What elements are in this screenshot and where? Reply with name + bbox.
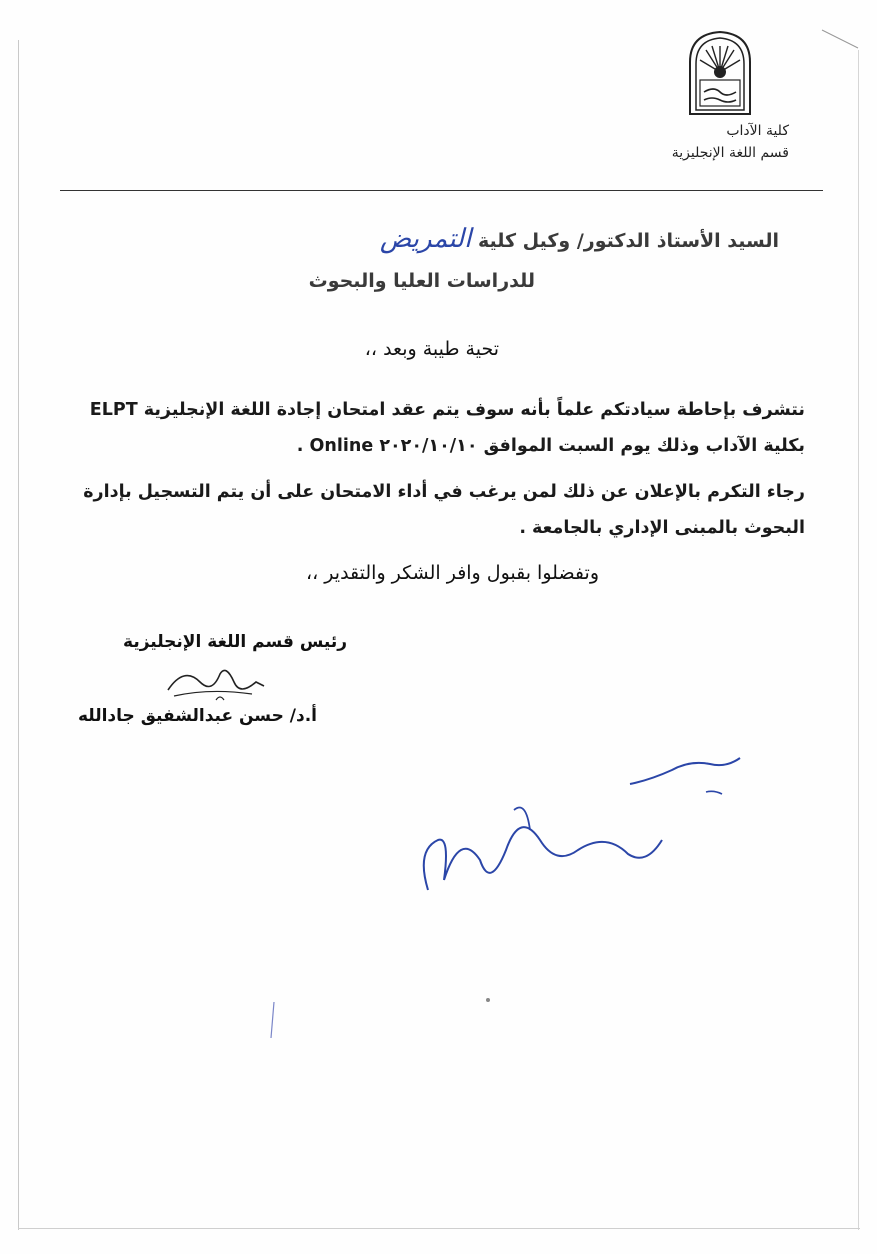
page-edge-left bbox=[18, 40, 19, 1230]
handwritten-annotation-icon bbox=[410, 740, 760, 920]
paragraph-request: رجاء التكرم بالإعلان عن ذلك لمن يرغب في أداء الامتحان على أن يتم التسجيل بإدارة البحوث بالمبنى الإداري بالجامعة . bbox=[83, 482, 805, 538]
signatory-name: أ.د/ حسن عبدالشفيق جادالله bbox=[77, 706, 317, 726]
greeting: تحية طيبة وبعد ،، bbox=[364, 338, 499, 360]
signatory-title: رئيس قسم اللغة الإنجليزية bbox=[123, 632, 347, 652]
signature-scribble-icon bbox=[160, 660, 270, 706]
header-divider bbox=[60, 190, 823, 191]
pen-stroke-mark-icon bbox=[268, 1000, 278, 1040]
faculty-name: كلية الآداب bbox=[726, 123, 789, 139]
recipient-title: السيد الأستاذ الدكتور/ وكيل كلية bbox=[477, 230, 779, 252]
speck-mark bbox=[486, 998, 490, 1002]
corner-fold-icon bbox=[820, 28, 860, 52]
page-edge-right bbox=[858, 50, 859, 1230]
department-name: قسم اللغة الإنجليزية bbox=[671, 145, 789, 161]
university-seal-logo bbox=[684, 28, 756, 116]
recipient-line bbox=[279, 224, 779, 254]
closing-line: وتفضلوا بقبول وافر الشكر والتقدير ،، bbox=[306, 562, 599, 584]
page-edge-bottom bbox=[18, 1228, 860, 1229]
recipient-subtitle: للدراسات العليا والبحوث bbox=[308, 270, 535, 292]
letterhead-text bbox=[549, 120, 789, 164]
paragraph-announcement: نتشرف بإحاطة سيادتكم علماً بأنه سوف يتم عقد امتحان إجادة اللغة الإنجليزية ELPT بكلية الآداب وذلك يوم السبت الموافق ٢٠٢٠/١٠/١٠ Online . bbox=[89, 400, 805, 456]
handwritten-faculty: التمريض bbox=[379, 224, 472, 254]
